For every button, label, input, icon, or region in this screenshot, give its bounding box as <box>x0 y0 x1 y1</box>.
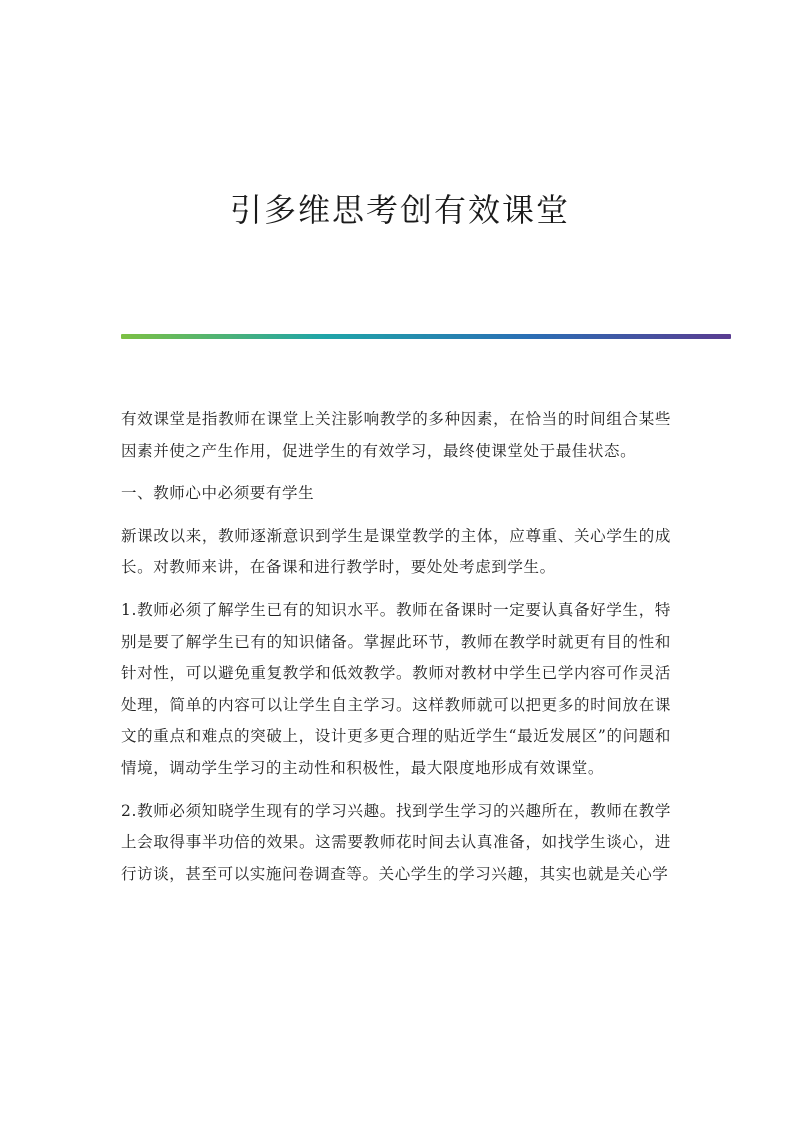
body-paragraph: 2.教师必须知晓学生现有的学习兴趣。找到学生学习的兴趣所在，教师在教学上会取得事半功倍的效果。这需要教师花时间去认真准备，如找学生谈心，进行访谈，甚至可以实施问卷调查等。关心学生的学习兴趣，其实也就是关心学 <box>121 801 671 883</box>
document-body <box>121 404 671 901</box>
intro-paragraph: 有效课堂是指教师在课堂上关注影响教学的多种因素，在恰当的时间组合某些因素并使之产生作用，促进学生的有效学习，最终使课堂处于最佳状态。 <box>121 410 671 460</box>
title-divider <box>121 334 731 339</box>
page-title: 引多维思考创有效课堂 <box>229 191 570 229</box>
body-paragraph: 新课改以来，教师逐渐意识到学生是课堂教学的主体，应尊重、关心学生的成长。对教师来讲，在备课和进行教学时，要处处考虑到学生。 <box>121 526 671 577</box>
body-paragraph: 1.教师必须了解学生已有的知识水平。教师在备课时一定要认真备好学生，特别是要了解学生已有的知识储备。掌握此环节，教师在教学时就更有目的性和针对性，可以避免重复教学和低效教学。教师对教材中学生已学内容可作灵活处理，简单的内容可以让学生自主学习。这样教师就可以把更多的时间放在课文的重点和难点的突破上，设计更多更合理的贴近学生“最近发展区”的问题和情境，调动学生学习的主动性和积极性，最大限度地形成有效课堂。 <box>121 600 671 777</box>
section-heading: 一、教师心中必须要有学生 <box>121 484 315 503</box>
